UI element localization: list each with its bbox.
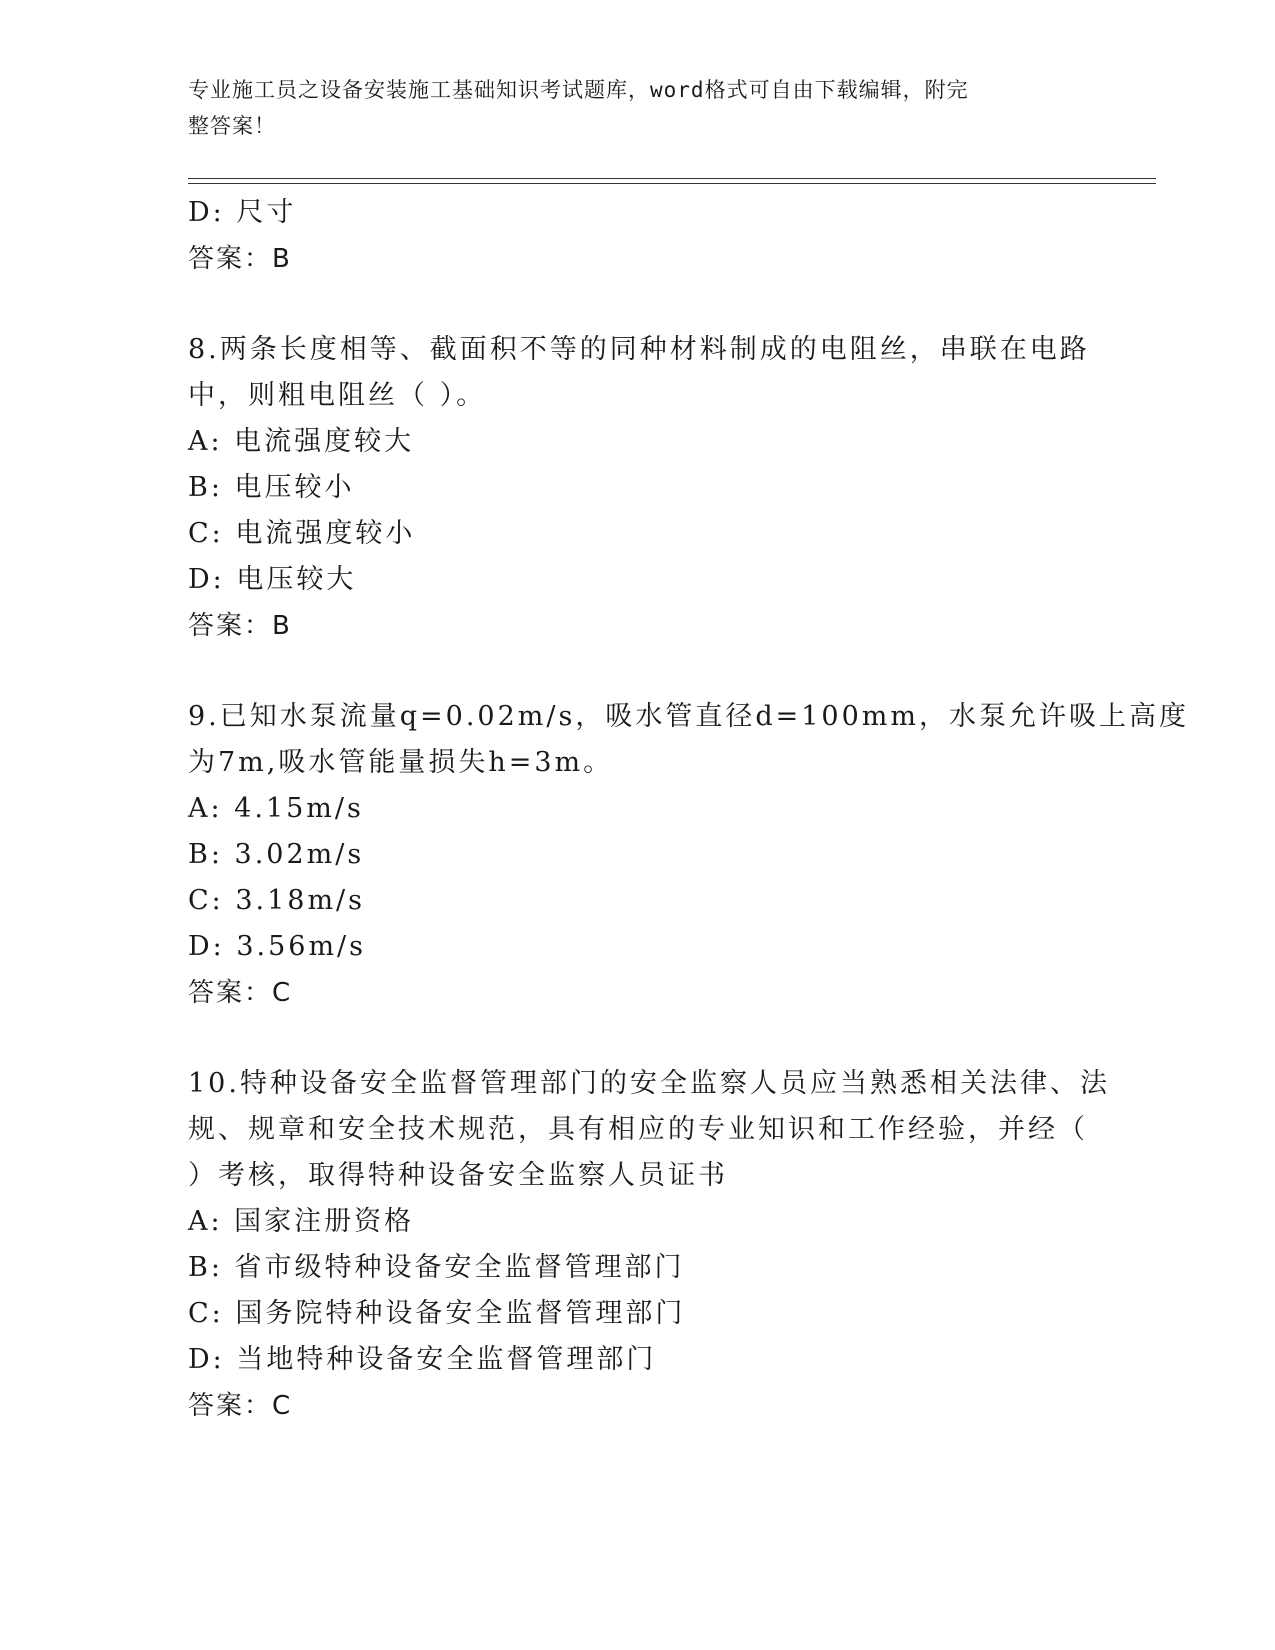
question-stem-line: 规、规章和安全技术规范，具有相应的专业知识和工作经验，并经（ [188,1114,1088,1145]
question-10 [188,1061,1110,1429]
answer: 答案：C [188,978,293,1008]
header-divider-bottom [188,183,1156,184]
document-header [188,72,1068,144]
question-8 [188,327,1088,649]
header-line-2: 整答案！ [188,114,276,138]
option-a: A: 国家注册资格 [188,1206,415,1237]
question-stem-line: ）考核，取得特种设备安全监察人员证书 [188,1160,728,1191]
question-stem-line: 为7m,吸水管能量损失h=3m。 [188,747,614,778]
question-9 [188,694,1189,1016]
prev-answer: 答案：B [188,244,292,274]
option-c: C: 3.18m/s [188,885,366,916]
option-b: B: 省市级特种设备安全监督管理部门 [188,1252,685,1283]
option-d: D: 3.56m/s [188,931,366,962]
option-a: A: 4.15m/s [188,793,364,824]
header-divider-top [188,178,1156,179]
option-b: B: 电压较小 [188,472,355,503]
header-line-1: 专业施工员之设备安装施工基础知识考试题库，word格式可自由下载编辑，附完 [188,78,969,102]
question-stem-line: 8.两条长度相等、截面积不等的同种材料制成的电阻丝，串联在电路 [188,334,1090,365]
option-d: D: 电压较大 [188,564,357,595]
option-c: C: 国务院特种设备安全监督管理部门 [188,1298,686,1329]
prev-option-d: D: 尺寸 [188,197,297,228]
question-list [188,190,1189,1429]
answer: 答案：C [188,1391,293,1421]
question-stem-line: 中，则粗电阻丝（ ）。 [188,380,487,411]
option-c: C: 电流强度较小 [188,518,416,549]
option-a: A: 电流强度较大 [188,426,415,457]
question-stem-line: 9.已知水泵流量q=0.02m/s，吸水管直径d=100mm，水泵允许吸上高度 [188,701,1189,732]
option-b: B: 3.02m/s [188,839,365,870]
question-stem-line: 10.特种设备安全监督管理部门的安全监察人员应当熟悉相关法律、法 [188,1068,1110,1099]
answer: 答案：B [188,611,292,641]
option-d: D: 当地特种设备安全监督管理部门 [188,1344,657,1375]
